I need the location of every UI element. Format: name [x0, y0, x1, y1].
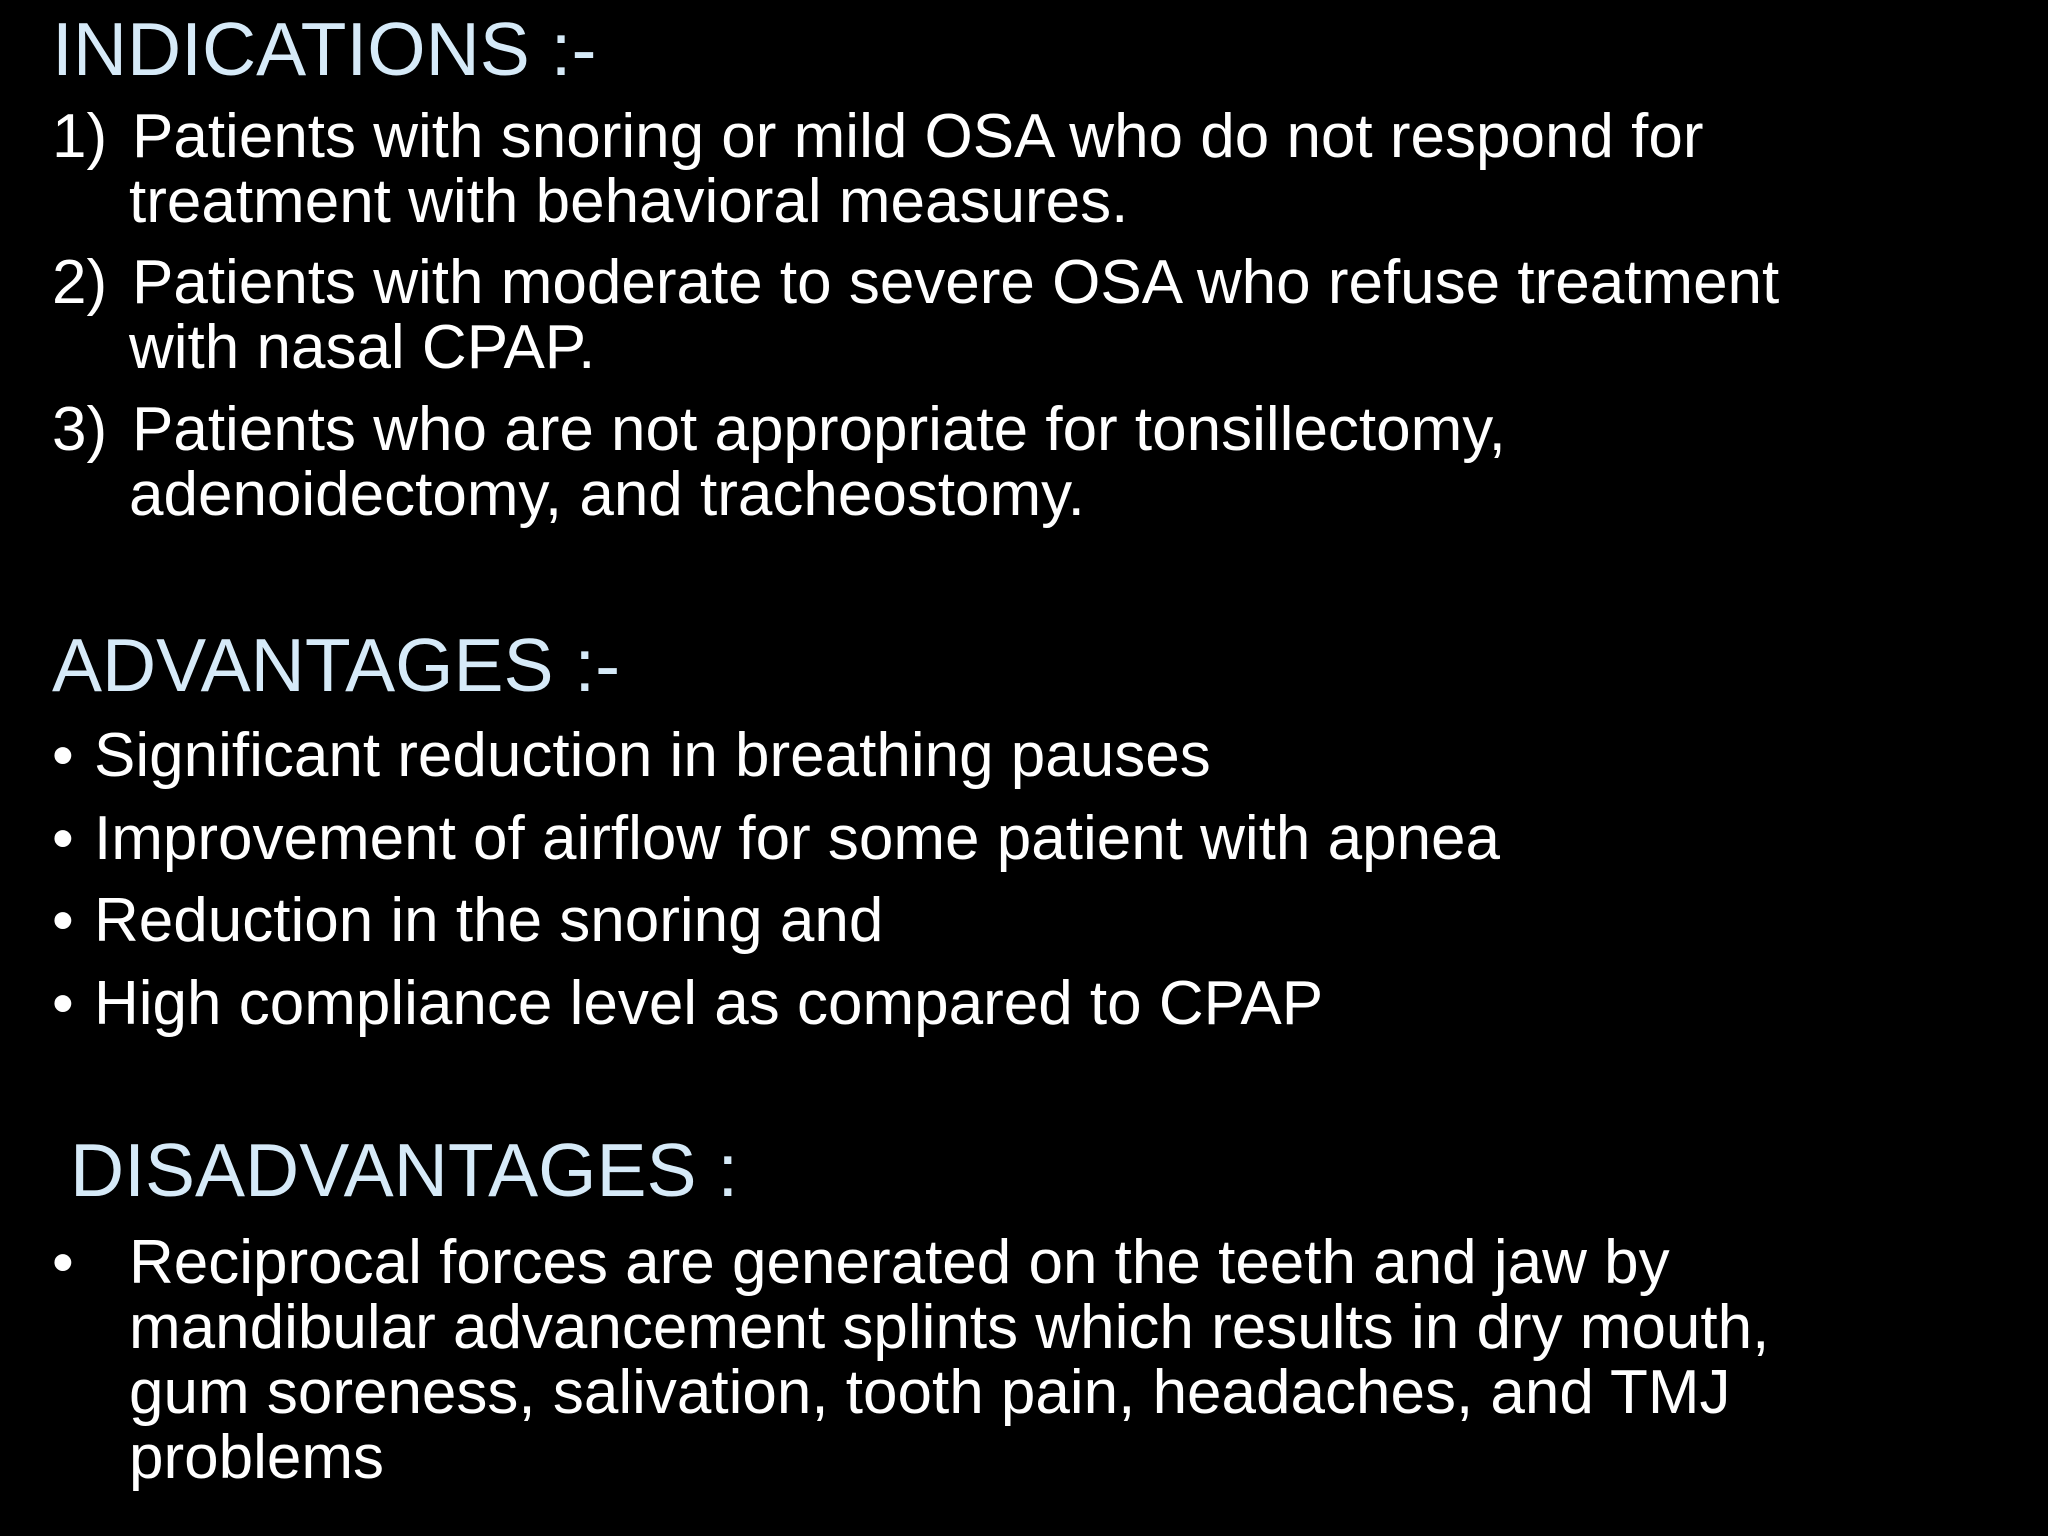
indication-line: adenoidectomy, and tracheostomy. — [129, 460, 1085, 529]
advantage-item-4 — [52, 971, 2012, 1036]
indication-line: treatment with behavioral measures. — [129, 167, 1129, 236]
disadvantage-item-1 — [52, 1230, 2012, 1490]
bullet-icon: • — [52, 1228, 74, 1297]
bullet-icon: • — [52, 886, 74, 955]
indication-line: Patients with snoring or mild OSA who do not respond for — [132, 102, 1704, 171]
list-number: 2) — [52, 248, 108, 317]
indication-item-3 — [52, 397, 2012, 527]
list-number: 3) — [52, 395, 108, 464]
advantage-item-1 — [52, 723, 2012, 788]
indications-heading: INDICATIONS :- — [52, 7, 597, 91]
bullet-icon: • — [52, 804, 74, 873]
disadvantage-line: mandibular advancement splints which results in dry mouth, — [129, 1293, 1770, 1362]
bullet-icon: • — [52, 721, 74, 790]
advantage-item-2 — [52, 806, 2012, 871]
indication-line: Patients who are not appropriate for tonsillectomy, — [132, 395, 1506, 464]
advantage-text: High compliance level as compared to CPAP — [94, 969, 1324, 1038]
disadvantage-line: gum soreness, salivation, tooth pain, headaches, and TMJ — [129, 1358, 1731, 1427]
bullet-icon: • — [52, 969, 74, 1038]
indication-line: Patients with moderate to severe OSA who refuse treatment — [132, 248, 1780, 317]
indication-item-1 — [52, 104, 2012, 234]
advantage-text: Improvement of airflow for some patient with apnea — [94, 804, 1501, 873]
disadvantage-line: Reciprocal forces are generated on the teeth and jaw by — [129, 1228, 1670, 1297]
advantage-item-3 — [52, 888, 2012, 953]
indication-line: with nasal CPAP. — [129, 313, 596, 382]
disadvantages-heading: DISADVANTAGES : — [70, 1128, 739, 1212]
advantage-text: Significant reduction in breathing pauses — [94, 721, 1211, 790]
advantage-text: Reduction in the snoring and — [94, 886, 884, 955]
disadvantage-line: problems — [129, 1423, 384, 1492]
advantages-heading: ADVANTAGES :- — [52, 623, 621, 707]
indication-item-2 — [52, 250, 2012, 380]
list-number: 1) — [52, 102, 108, 171]
